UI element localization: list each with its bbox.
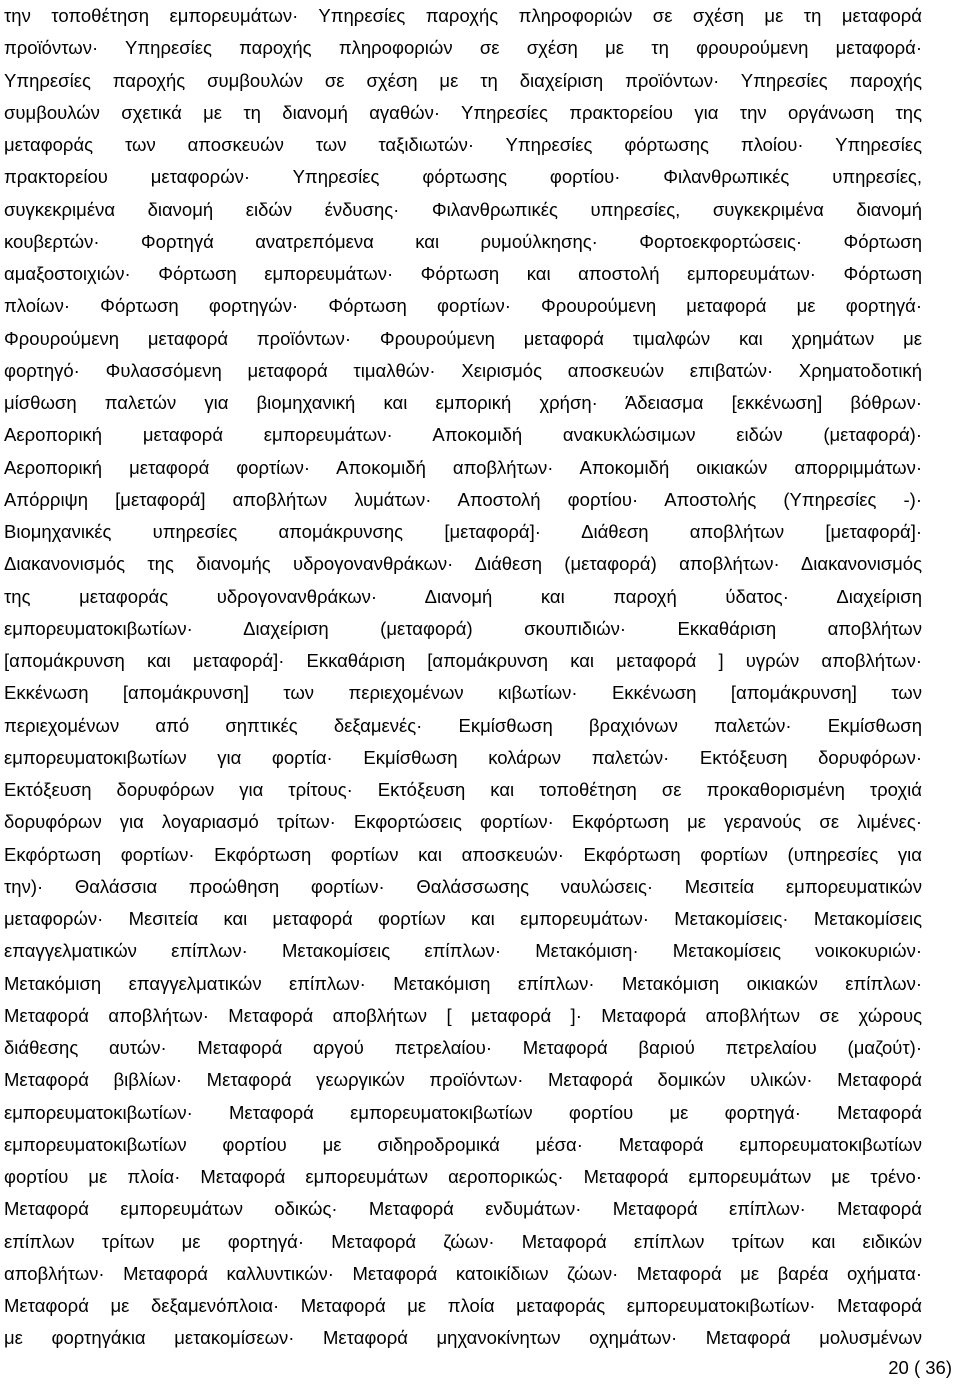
text-line: φορτηγό· Φυλασσόμενη μεταφορά τιμαλθών· Χειρισμός αποσκευών επιβατών· Χρηματοδοτική — [4, 359, 922, 381]
text-line: εμπορευματοκιβωτίων· Μεταφορά εμπορευματοκιβωτίων φορτίου με φορτηγά· Μεταφορά — [4, 1101, 922, 1123]
text-line: μεταφορών· Μεσιτεία και μεταφορά φορτίων και εμπορευμάτων· Μετακομίσεις· Μετακομίσεις — [4, 908, 922, 929]
text-line: της μεταφοράς υδρογονανθράκων· Διανομή και παροχή ύδατος· Διαχείριση — [4, 585, 922, 607]
page-number: 20 ( 36) — [888, 1357, 952, 1378]
text-line: Μετακόμιση επαγγελματικών επίπλων· Μετακόμιση επίπλων· Μετακόμιση οικιακών επίπλων· — [4, 972, 922, 994]
text-line: φορτίου με πλοία· Μεταφορά εμπορευμάτων αεροπορικώς· Μεταφορά εμπορευμάτων με τρένο· — [4, 1166, 922, 1187]
text-line: μίσθωση παλετών για βιομηχανική και εμπορική χρήση· Άδειασμα [εκκένωση] βόθρων· — [4, 392, 922, 413]
text-line: πλοίων· Φόρτωση φορτηγών· Φόρτωση φορτίων· Φρουρούμενη μεταφορά με φορτηγά· — [4, 295, 922, 317]
text-line: Αεροπορική μεταφορά εμπορευμάτων· Αποκομιδή ανακυκλώσιμων ειδών (μεταφορά)· — [4, 424, 922, 446]
text-line: την)· Θαλάσσια προώθηση φορτίων· Θαλάσσωσης ναυλώσεις· Μεσιτεία εμπορευματικών — [4, 875, 922, 897]
text-line: Μεταφορά βιβλίων· Μεταφορά γεωργικών προϊόντων· Μεταφορά δομικών υλικών· Μεταφορά — [4, 1069, 922, 1091]
text-line: επαγγελματικών επίπλων· Μετακομίσεις επίπλων· Μετακόμιση· Μετακομίσεις νοικοκυριών· — [4, 940, 922, 962]
text-line: εμπορευματοκιβωτίων φορτίου με σιδηροδρομικά μέσα· Μεταφορά εμπορευματοκιβωτίων — [4, 1133, 922, 1155]
document-body — [4, 0, 922, 1355]
text-line: περιεχομένων από σηπτικές δεξαμενές· Εκμίσθωση βραχιόνων παλετών· Εκμίσθωση — [4, 714, 922, 736]
text-line: επίπλων τρίτων με φορτηγά· Μεταφορά ζώων· Μεταφορά επίπλων τρίτων και ειδικών — [4, 1230, 922, 1252]
text-line: Εκτόξευση δορυφόρων για τρίτους· Εκτόξευση και τοποθέτηση σε προκαθορισμένη τροχιά — [4, 779, 922, 800]
text-line: Υπηρεσίες παροχής συμβουλών σε σχέση με τη διαχείριση προϊόντων· Υπηρεσίες παροχής — [4, 69, 922, 91]
text-line: Απόρριψη [μεταφορά] αποβλήτων λυμάτων· Αποστολή φορτίου· Αποστολής (Υπηρεσίες -)· — [4, 488, 922, 510]
text-line: αμαξοστοιχιών· Φόρτωση εμπορευμάτων· Φόρτωση και αποστολή εμπορευμάτων· Φόρτωση — [4, 263, 922, 284]
text-line: Διακανονισμός της διανομής υδρογονανθράκων· Διάθεση (μεταφορά) αποβλήτων· Διακανονισμός — [4, 553, 922, 575]
text-line: προϊόντων· Υπηρεσίες παροχής πληροφοριών σε σχέση με τη φρουρούμενη μεταφορά· — [4, 37, 922, 59]
text-line: Μεταφορά με δεξαμενόπλοια· Μεταφορά με πλοία μεταφοράς εμπορευματοκιβωτίων· Μεταφορά — [4, 1295, 922, 1316]
text-line: την τοποθέτηση εμπορευμάτων· Υπηρεσίες παροχής πληροφοριών σε σχέση με τη μεταφορά — [4, 5, 922, 26]
text-line: δορυφόρων για λογαριασμό τρίτων· Εκφορτώσεις φορτίων· Εκφόρτωση με γερανούς σε λιμένες· — [4, 811, 922, 833]
text-line: διάθεσης αυτών· Μεταφορά αργού πετρελαίου· Μεταφορά βαριού πετρελαίου (μαζούτ)· — [4, 1037, 922, 1058]
text-line: κουβερτών· Φορτηγά ανατρεπόμενα και ρυμούλκησης· Φορτοεκφορτώσεις· Φόρτωση — [4, 230, 922, 252]
text-line: αποβλήτων· Μεταφορά καλλυντικών· Μεταφορά κατοικίδιων ζώων· Μεταφορά με βαρέα οχήματα· — [4, 1262, 922, 1284]
text-line: Μεταφορά εμπορευμάτων οδικώς· Μεταφορά ενδυμάτων· Μεταφορά επίπλων· Μεταφορά — [4, 1198, 922, 1220]
text-line: Μεταφορά αποβλήτων· Μεταφορά αποβλήτων [ μεταφορά ]· Μεταφορά αποβλήτων σε χώρους — [4, 1004, 922, 1026]
text-line: με φορτηγάκια μετακομίσεων· Μεταφορά μηχανοκίνητων οχημάτων· Μεταφορά μολυσμένων — [4, 1327, 922, 1349]
text-line: Εκφόρτωση φορτίων· Εκφόρτωση φορτίων και αποσκευών· Εκφόρτωση φορτίων (υπηρεσίες για — [4, 843, 922, 865]
text-line: μεταφοράς των αποσκευών των ταξιδιωτών· Υπηρεσίες φόρτωσης πλοίου· Υπηρεσίες — [4, 134, 922, 155]
text-line: συγκεκριμένα διανομή ειδών ένδυσης· Φιλανθρωπικές υπηρεσίες, συγκεκριμένα διανομή — [4, 198, 922, 220]
text-line: εμπορευματοκιβωτίων για φορτία· Εκμίσθωση κολάρων παλετών· Εκτόξευση δορυφόρων· — [4, 746, 922, 768]
text-line: πρακτορείου μεταφορών· Υπηρεσίες φόρτωσης φορτίου· Φιλανθρωπικές υπηρεσίες, — [4, 166, 922, 188]
text-line: Αεροπορική μεταφορά φορτίων· Αποκομιδή αποβλήτων· Αποκομιδή οικιακών απορριμμάτων· — [4, 456, 922, 478]
text-line: Εκκένωση [απομάκρυνση] των περιεχομένων κιβωτίων· Εκκένωση [απομάκρυνση] των — [4, 682, 922, 704]
text-line: εμπορευματοκιβωτίων· Διαχείριση (μεταφορά) σκουπιδιών· Εκκαθάριση αποβλήτων — [4, 617, 922, 639]
text-line: Φρουρούμενη μεταφορά προϊόντων· Φρουρούμενη μεταφορά τιμαλφών και χρημάτων με — [4, 327, 922, 349]
text-line: Βιομηχανικές υπηρεσίες απομάκρυνσης [μεταφορά]· Διάθεση αποβλήτων [μεταφορά]· — [4, 521, 922, 542]
text-line: [απομάκρυνση και μεταφορά]· Εκκαθάριση [απομάκρυνση και μεταφορά ] υγρών αποβλήτων· — [4, 650, 922, 671]
text-line: συμβουλών σχετικά με τη διανομή αγαθών· Υπηρεσίες πρακτορείου για την οργάνωση της — [4, 101, 922, 123]
